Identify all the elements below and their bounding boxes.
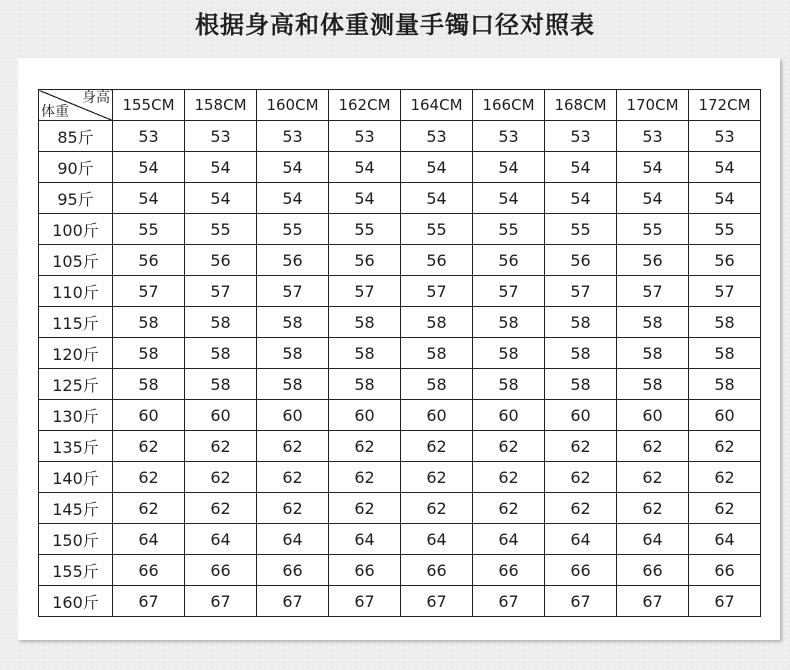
size-cell: 58: [689, 338, 761, 369]
size-cell: 64: [545, 524, 617, 555]
size-cell: 62: [689, 493, 761, 524]
size-cell: 54: [617, 152, 689, 183]
size-cell: 62: [689, 431, 761, 462]
size-cell: 67: [689, 586, 761, 617]
size-cell: 58: [617, 369, 689, 400]
size-cell: 66: [617, 555, 689, 586]
size-cell: 57: [257, 276, 329, 307]
height-header: 158CM: [185, 90, 257, 121]
size-cell: 54: [329, 152, 401, 183]
table-row: [39, 586, 761, 617]
size-cell: 58: [257, 338, 329, 369]
size-cell: 64: [689, 524, 761, 555]
size-cell: 57: [329, 276, 401, 307]
size-cell: 56: [401, 245, 473, 276]
size-cell: 60: [545, 400, 617, 431]
size-cell: 57: [473, 276, 545, 307]
size-cell: 53: [401, 121, 473, 152]
table-body: [39, 121, 761, 617]
size-cell: 55: [473, 214, 545, 245]
size-cell: 66: [545, 555, 617, 586]
size-cell: 58: [113, 307, 185, 338]
page-title: 根据身高和体重测量手镯口径对照表: [195, 11, 595, 39]
size-cell: 62: [257, 493, 329, 524]
table-row: [39, 431, 761, 462]
size-cell: 57: [113, 276, 185, 307]
size-cell: 58: [185, 338, 257, 369]
size-cell: 62: [113, 462, 185, 493]
size-cell: 58: [473, 338, 545, 369]
size-cell: 54: [257, 152, 329, 183]
table-row: [39, 307, 761, 338]
size-cell: 53: [545, 121, 617, 152]
size-cell: 54: [689, 183, 761, 214]
size-cell: 55: [545, 214, 617, 245]
size-cell: 58: [617, 307, 689, 338]
size-cell: 64: [257, 524, 329, 555]
size-cell: 66: [473, 555, 545, 586]
size-cell: 56: [545, 245, 617, 276]
size-cell: 55: [113, 214, 185, 245]
size-cell: 58: [401, 338, 473, 369]
size-cell: 58: [257, 369, 329, 400]
size-cell: 57: [185, 276, 257, 307]
header-row: [39, 90, 761, 121]
size-cell: 54: [185, 152, 257, 183]
size-cell: 53: [473, 121, 545, 152]
size-cell: 66: [689, 555, 761, 586]
size-cell: 64: [473, 524, 545, 555]
size-cell: 64: [185, 524, 257, 555]
height-header: 166CM: [473, 90, 545, 121]
table-row: [39, 152, 761, 183]
size-cell: 58: [545, 369, 617, 400]
size-cell: 67: [617, 586, 689, 617]
size-cell: 66: [329, 555, 401, 586]
size-cell: 58: [113, 338, 185, 369]
weight-header: 150斤: [39, 524, 113, 555]
size-cell: 56: [689, 245, 761, 276]
size-cell: 58: [329, 338, 401, 369]
size-cell: 58: [329, 369, 401, 400]
table-row: [39, 493, 761, 524]
size-cell: 53: [185, 121, 257, 152]
height-header: 164CM: [401, 90, 473, 121]
size-cell: 67: [329, 586, 401, 617]
weight-header: 160斤: [39, 586, 113, 617]
size-cell: 62: [113, 431, 185, 462]
size-cell: 56: [329, 245, 401, 276]
weight-axis-label: 体重: [41, 104, 69, 120]
size-cell: 66: [113, 555, 185, 586]
size-cell: 62: [617, 431, 689, 462]
size-cell: 62: [185, 493, 257, 524]
size-cell: 58: [473, 307, 545, 338]
size-cell: 54: [257, 183, 329, 214]
size-cell: 55: [185, 214, 257, 245]
bracelet-size-table: [38, 89, 761, 617]
weight-header: 110斤: [39, 276, 113, 307]
size-cell: 56: [113, 245, 185, 276]
size-cell: 67: [185, 586, 257, 617]
size-cell: 54: [545, 183, 617, 214]
size-cell: 53: [617, 121, 689, 152]
size-cell: 54: [113, 152, 185, 183]
size-cell: 54: [473, 152, 545, 183]
weight-header: 100斤: [39, 214, 113, 245]
table-row: [39, 214, 761, 245]
size-cell: 56: [617, 245, 689, 276]
size-cell: 54: [329, 183, 401, 214]
size-cell: 67: [257, 586, 329, 617]
size-cell: 55: [689, 214, 761, 245]
size-cell: 54: [401, 152, 473, 183]
weight-header: 155斤: [39, 555, 113, 586]
size-cell: 58: [257, 307, 329, 338]
size-cell: 53: [689, 121, 761, 152]
size-cell: 62: [473, 431, 545, 462]
size-cell: 62: [617, 493, 689, 524]
height-header: 155CM: [113, 90, 185, 121]
size-cell: 62: [185, 462, 257, 493]
size-cell: 58: [689, 369, 761, 400]
weight-header: 125斤: [39, 369, 113, 400]
table-row: [39, 400, 761, 431]
size-cell: 53: [113, 121, 185, 152]
height-header: 168CM: [545, 90, 617, 121]
size-cell: 64: [617, 524, 689, 555]
table-row: [39, 245, 761, 276]
size-cell: 64: [401, 524, 473, 555]
height-header: 170CM: [617, 90, 689, 121]
size-cell: 62: [329, 431, 401, 462]
size-cell: 56: [257, 245, 329, 276]
size-cell: 62: [473, 493, 545, 524]
weight-header: 115斤: [39, 307, 113, 338]
size-cell: 67: [401, 586, 473, 617]
size-cell: 58: [329, 307, 401, 338]
size-cell: 58: [401, 307, 473, 338]
size-cell: 57: [545, 276, 617, 307]
size-cell: 53: [257, 121, 329, 152]
size-cell: 60: [617, 400, 689, 431]
size-cell: 58: [545, 307, 617, 338]
table-row: [39, 338, 761, 369]
size-cell: 64: [329, 524, 401, 555]
size-cell: 62: [185, 431, 257, 462]
weight-header: 105斤: [39, 245, 113, 276]
size-cell: 62: [617, 462, 689, 493]
size-cell: 58: [401, 369, 473, 400]
weight-header: 140斤: [39, 462, 113, 493]
size-cell: 54: [401, 183, 473, 214]
size-cell: 62: [401, 431, 473, 462]
size-cell: 62: [545, 462, 617, 493]
size-cell: 55: [617, 214, 689, 245]
size-cell: 54: [113, 183, 185, 214]
size-cell: 62: [257, 431, 329, 462]
size-cell: 60: [473, 400, 545, 431]
size-cell: 66: [257, 555, 329, 586]
size-cell: 67: [545, 586, 617, 617]
size-cell: 67: [473, 586, 545, 617]
size-cell: 58: [545, 338, 617, 369]
size-cell: 56: [185, 245, 257, 276]
size-cell: 62: [329, 493, 401, 524]
size-cell: 60: [329, 400, 401, 431]
table-row: [39, 183, 761, 214]
table-row: [39, 121, 761, 152]
weight-header: 145斤: [39, 493, 113, 524]
size-cell: 57: [617, 276, 689, 307]
height-header: 162CM: [329, 90, 401, 121]
size-cell: 54: [545, 152, 617, 183]
size-cell: 58: [689, 307, 761, 338]
size-cell: 62: [257, 462, 329, 493]
size-cell: 60: [401, 400, 473, 431]
size-cell: 62: [689, 462, 761, 493]
size-cell: 62: [401, 462, 473, 493]
table-row: [39, 369, 761, 400]
size-cell: 55: [257, 214, 329, 245]
size-cell: 56: [473, 245, 545, 276]
size-cell: 54: [689, 152, 761, 183]
weight-header: 135斤: [39, 431, 113, 462]
weight-header: 130斤: [39, 400, 113, 431]
size-cell: 60: [185, 400, 257, 431]
size-cell: 58: [113, 369, 185, 400]
size-cell: 60: [689, 400, 761, 431]
weight-header: 85斤: [39, 121, 113, 152]
size-cell: 54: [185, 183, 257, 214]
size-cell: 60: [113, 400, 185, 431]
size-cell: 54: [473, 183, 545, 214]
size-cell: 58: [473, 369, 545, 400]
size-cell: 66: [401, 555, 473, 586]
weight-header: 120斤: [39, 338, 113, 369]
table-row: [39, 524, 761, 555]
weight-header: 95斤: [39, 183, 113, 214]
size-cell: 57: [401, 276, 473, 307]
size-cell: 58: [185, 307, 257, 338]
size-cell: 62: [401, 493, 473, 524]
weight-header: 90斤: [39, 152, 113, 183]
table-row: [39, 555, 761, 586]
size-cell: 55: [329, 214, 401, 245]
size-cell: 62: [545, 431, 617, 462]
size-cell: 62: [113, 493, 185, 524]
size-cell: 58: [617, 338, 689, 369]
size-cell: 57: [689, 276, 761, 307]
size-cell: 58: [185, 369, 257, 400]
size-cell: 62: [473, 462, 545, 493]
size-cell: 66: [185, 555, 257, 586]
size-cell: 54: [617, 183, 689, 214]
height-header: 160CM: [257, 90, 329, 121]
height-axis-label: 身高: [82, 90, 110, 106]
size-cell: 62: [329, 462, 401, 493]
size-cell: 62: [545, 493, 617, 524]
table-row: [39, 462, 761, 493]
size-cell: 64: [113, 524, 185, 555]
size-cell: 60: [257, 400, 329, 431]
size-cell: 55: [401, 214, 473, 245]
table-card: [18, 58, 780, 640]
size-cell: 53: [329, 121, 401, 152]
corner-cell: [39, 90, 113, 121]
size-cell: 67: [113, 586, 185, 617]
table-row: [39, 276, 761, 307]
height-header: 172CM: [689, 90, 761, 121]
